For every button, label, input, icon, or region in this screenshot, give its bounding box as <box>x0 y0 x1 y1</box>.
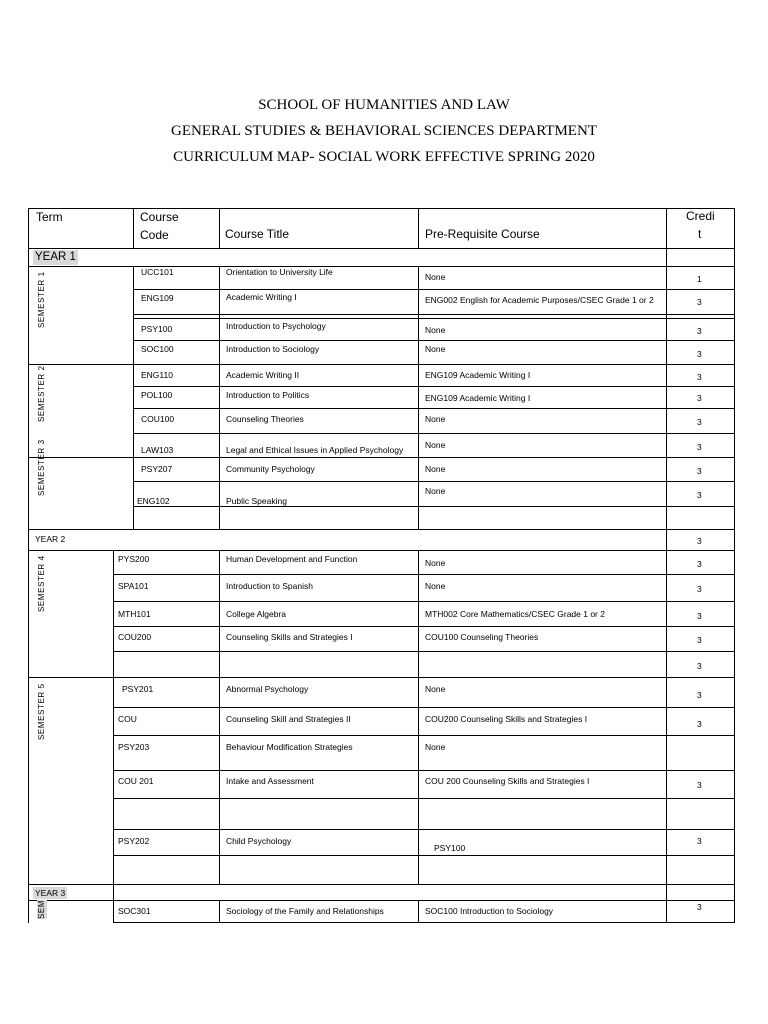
prerequisite: None <box>425 414 446 424</box>
header-prereq: Pre-Requisite Course <box>425 227 540 241</box>
year1-bottom-border <box>28 529 735 530</box>
semester-label: SEMESTER 2 <box>37 365 46 422</box>
semester5-bottom-border <box>28 884 735 885</box>
header-term: Term <box>36 210 63 224</box>
credit: 3 <box>697 690 702 700</box>
table-bottom-border <box>113 922 735 923</box>
course-code: UCC101 <box>141 267 174 277</box>
course-code: PSY100 <box>141 324 173 334</box>
row-sep <box>113 735 735 736</box>
course-code: POL100 <box>141 390 173 400</box>
prerequisite: SOC100 Introduction to Sociology <box>425 906 554 916</box>
row-sep <box>133 481 735 482</box>
credit: 3 <box>697 836 702 846</box>
semester2-bottom-border <box>28 457 735 458</box>
row-sep <box>113 707 735 708</box>
header-code-line1: Course <box>140 210 179 224</box>
table-top-border <box>28 208 735 209</box>
credit: 3 <box>697 559 702 569</box>
year1-title-col-border <box>219 266 220 530</box>
title-col-border-head <box>219 208 220 248</box>
row-sep <box>133 340 735 341</box>
curriculum-title: CURRICULUM MAP- SOCIAL WORK EFFECTIVE SPRING 2020 <box>173 149 595 165</box>
prerequisite: PSY100 <box>434 843 466 853</box>
credit: 3 <box>697 611 702 621</box>
semester-label: SEMESTER 4 <box>37 555 46 612</box>
course-code: PSY203 <box>118 742 150 752</box>
row-sep <box>133 314 735 315</box>
year-label: YEAR 2 <box>35 534 66 544</box>
course-title: Introduction to Sociology <box>226 344 320 354</box>
credit: 3 <box>697 326 702 336</box>
course-code: SPA101 <box>118 581 149 591</box>
prerequisite: None <box>425 558 446 568</box>
row-sep <box>113 798 735 799</box>
course-title: Academic Writing I <box>226 292 297 302</box>
credit-col-border <box>666 208 667 923</box>
course-code: COU 201 <box>118 776 154 786</box>
course-code: ENG110 <box>141 370 173 380</box>
course-title: Public Speaking <box>226 496 287 506</box>
credit: 3 <box>697 719 702 729</box>
credit: 3 <box>697 442 702 452</box>
semester1-bottom-border <box>28 364 735 365</box>
year3-row-border <box>28 900 735 901</box>
prerequisite: None <box>425 440 446 450</box>
row-sep <box>133 433 735 434</box>
year1-prereq-col-border <box>418 266 419 530</box>
course-code: COU100 <box>141 414 175 424</box>
prerequisite: COU100 Counseling Theories <box>425 632 539 642</box>
credit: 3 <box>697 372 702 382</box>
credit: 3 <box>697 536 702 546</box>
year1-row-border <box>28 266 735 267</box>
credit: 3 <box>697 417 702 427</box>
prerequisite: ENG109 Academic Writing I <box>425 370 531 380</box>
year3-prereq-col-border <box>418 900 419 923</box>
course-title: Academic Writing II <box>226 370 300 380</box>
credit: 3 <box>697 635 702 645</box>
course-title: Intake and Assessment <box>226 776 314 786</box>
credit: 3 <box>697 780 702 790</box>
prereq-col-border-head <box>418 208 419 248</box>
course-title: Abnormal Psychology <box>226 684 309 694</box>
course-title: Human Development and Function <box>226 554 358 564</box>
prerequisite: None <box>425 325 446 335</box>
semester-label: SEMESTER 1 <box>37 271 46 328</box>
credit: 3 <box>697 584 702 594</box>
credit: 3 <box>697 902 702 912</box>
course-title: Counseling Skill and Strategies II <box>226 714 351 724</box>
course-code: ENG102 <box>137 496 170 506</box>
credit: 3 <box>697 490 702 500</box>
credit: 1 <box>697 274 702 284</box>
course-code: SOC301 <box>118 906 151 916</box>
prerequisite: MTH002 Core Mathematics/CSEC Grade 1 or 2 <box>425 609 605 619</box>
credit: 3 <box>697 393 702 403</box>
year1-code-col-border <box>133 266 134 530</box>
row-sep <box>133 318 735 319</box>
semester-label: SEM <box>37 899 46 919</box>
row-sep <box>133 386 735 387</box>
document-header <box>0 92 768 170</box>
prerequisite: None <box>425 486 446 496</box>
prerequisite: ENG109 Academic Writing I <box>425 393 531 403</box>
course-title: Counseling Skills and Strategies I <box>226 632 353 642</box>
header-code-line2: Code <box>140 228 169 242</box>
row-sep <box>133 506 735 507</box>
prerequisite: COU200 Counseling Skills and Strategies I <box>425 714 588 724</box>
row-sep <box>113 855 735 856</box>
semester-label: SEMESTER 5 <box>37 683 46 740</box>
course-code: ENG109 <box>141 293 174 303</box>
credit: 3 <box>697 661 702 671</box>
course-title: Introduction to Spanish <box>226 581 313 591</box>
course-title: Counseling Theories <box>226 414 304 424</box>
row-sep <box>113 574 735 575</box>
course-code: PYS200 <box>118 554 150 564</box>
department-title: GENERAL STUDIES & BEHAVIORAL SCIENCES DEPARTMENT <box>171 123 597 139</box>
prerequisite: ENG002 English for Academic Purposes/CSEC Grade 1 or 2 <box>425 295 654 305</box>
year-label: YEAR 1 <box>35 251 76 263</box>
header-bottom-border <box>28 248 735 249</box>
row-sep <box>113 829 735 830</box>
course-code: SOC100 <box>141 344 174 354</box>
prerequisite: COU 200 Counseling Skills and Strategies I <box>425 776 590 786</box>
row-sep <box>133 408 735 409</box>
row-sep <box>113 626 735 627</box>
course-code: PSY207 <box>141 464 173 474</box>
semester4-bottom-border <box>28 677 735 678</box>
course-code: COU200 <box>118 632 152 642</box>
year3-title-col-border <box>219 900 220 923</box>
header-course-title: Course Title <box>225 227 290 241</box>
school-title: SCHOOL OF HUMANITIES AND LAW <box>258 97 510 113</box>
prerequisite: None <box>425 581 446 591</box>
course-title: Child Psychology <box>226 836 292 846</box>
year-label: YEAR 3 <box>35 888 66 898</box>
header-credit-line1: Credi <box>686 209 715 223</box>
course-title: Community Psychology <box>226 464 315 474</box>
row-sep <box>113 601 735 602</box>
prerequisite: None <box>425 344 446 354</box>
prerequisite: None <box>425 272 446 282</box>
credit: 3 <box>697 297 702 307</box>
course-code: PSY202 <box>118 836 150 846</box>
prerequisite: None <box>425 464 446 474</box>
course-title: College Algebra <box>226 609 287 619</box>
year2-code-col-border <box>113 550 114 923</box>
row-sep <box>113 651 735 652</box>
course-title: Legal and Ethical Issues in Applied Psychology <box>226 445 404 455</box>
code-col-border-head <box>133 208 134 248</box>
row-sep <box>113 770 735 771</box>
course-title: Sociology of the Family and Relationships <box>226 906 384 916</box>
course-code: PSY201 <box>122 684 154 694</box>
header-credit-line2: t <box>698 227 702 241</box>
semester-label: SEMESTER 3 <box>37 439 46 496</box>
row-sep <box>133 289 735 290</box>
course-title: Introduction to Politics <box>226 390 310 400</box>
year2-row-border <box>28 550 735 551</box>
credit: 3 <box>697 349 702 359</box>
prerequisite: None <box>425 742 446 752</box>
course-title: Introduction to Psychology <box>226 321 326 331</box>
course-code: COU <box>118 714 137 724</box>
course-code: MTH101 <box>118 609 151 619</box>
course-code: LAW103 <box>141 445 174 455</box>
table-right-border <box>734 208 735 923</box>
course-title: Behaviour Modification Strategies <box>226 742 353 752</box>
credit: 3 <box>697 466 702 476</box>
course-title: Orientation to University Life <box>226 267 333 277</box>
table-left-border <box>28 208 29 923</box>
prerequisite: None <box>425 684 446 694</box>
